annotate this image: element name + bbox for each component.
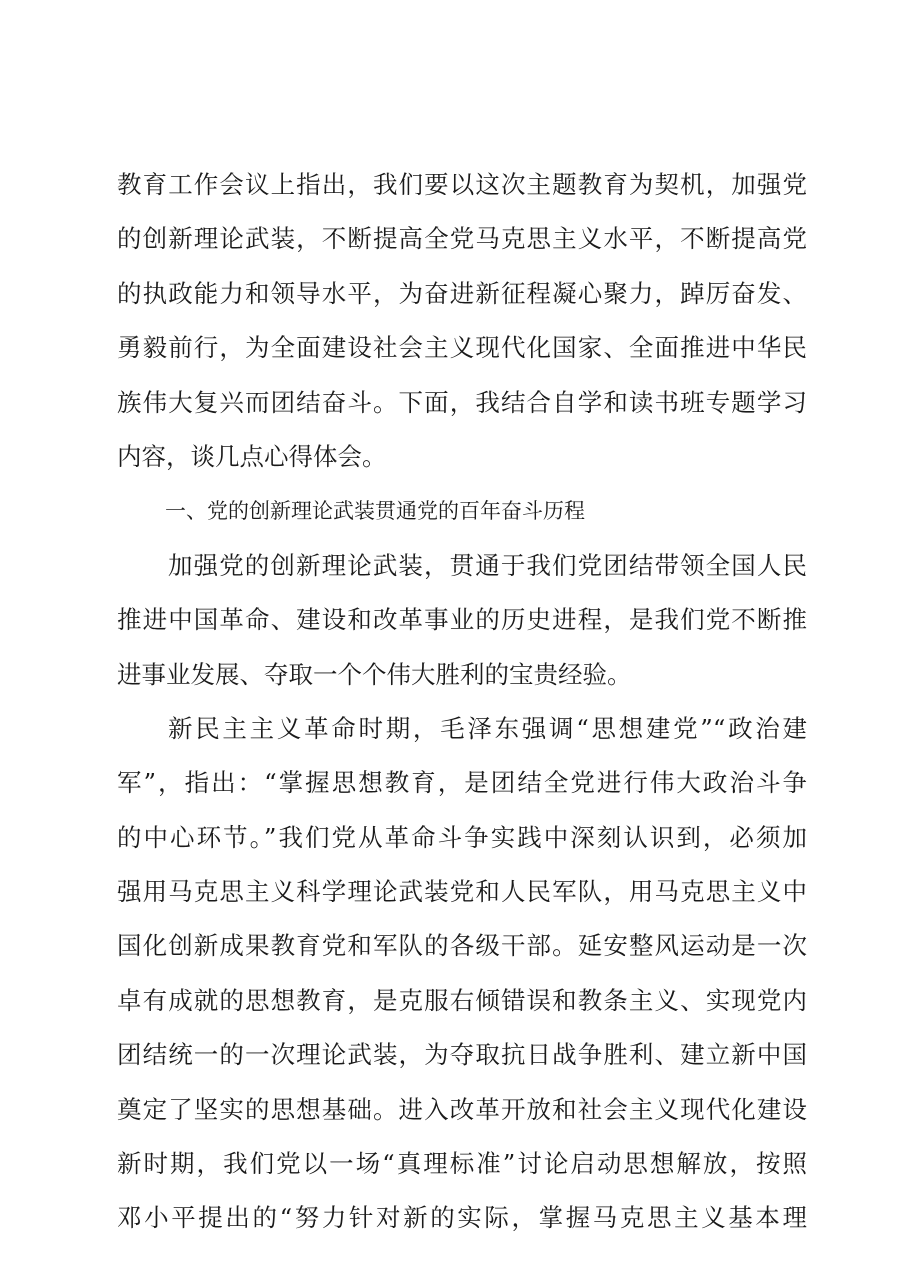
text-line: 的创新理论武装，不断提高全党马克思主义水平，不断提高党 [117,224,807,254]
text-line: 的执政能力和领导水平，为奋进新征程凝心聚力，踔厉奋发、 [117,278,807,308]
text-line: 的中心环节。”我们党从革命斗争实践中深刻认识到，必须加 [117,822,807,852]
text-line: 新民主主义革命时期，毛泽东强调“思想建党”“政治建 [168,713,807,743]
text-line: 卓有成就的思想教育，是克服右倾错误和教条主义、实现党内 [117,985,807,1015]
text-line: 军”，指出：“掌握思想教育，是团结全党进行伟大政治斗争 [117,768,807,798]
document-body [117,158,807,1246]
text-line: 团结统一的一次理论武装，为夺取抗日战争胜利、建立新中国 [117,1040,807,1070]
text-line: 加强党的创新理论武装，贯通于我们党团结带领全国人民 [168,550,807,580]
text-line: 族伟大复兴而团结奋斗。下面，我结合自学和读书班专题学习 [117,387,807,417]
text-line: 强用马克思主义科学理论武装党和人民军队，用马克思主义中 [117,877,807,907]
text-line: 国化创新成果教育党和军队的各级干部。延安整风运动是一次 [117,931,807,961]
text-line: 进事业发展、夺取一个个伟大胜利的宝贵经验。 [117,659,632,689]
text-line: 教育工作会议上指出，我们要以这次主题教育为契机，加强党 [117,170,807,199]
text-line: 新时期，我们党以一场“真理标准”讨论启动思想解放，按照 [117,1149,807,1179]
text-line: 内容，谈几点心得体会。 [117,441,387,471]
section-heading: 一、党的创新理论武装贯通党的百年奋斗历程 [165,499,585,524]
text-line: 推进中国革命、建设和改革事业的历史进程，是我们党不断推 [117,605,807,635]
text-line: 奠定了坚实的思想基础。进入改革开放和社会主义现代化建设 [117,1094,807,1124]
text-line: 勇毅前行，为全面建设社会主义现代化国家、全面推进中华民 [117,333,807,363]
text-line: 邓小平提出的“努力针对新的实际，掌握马克思主义基本理 [117,1203,807,1233]
